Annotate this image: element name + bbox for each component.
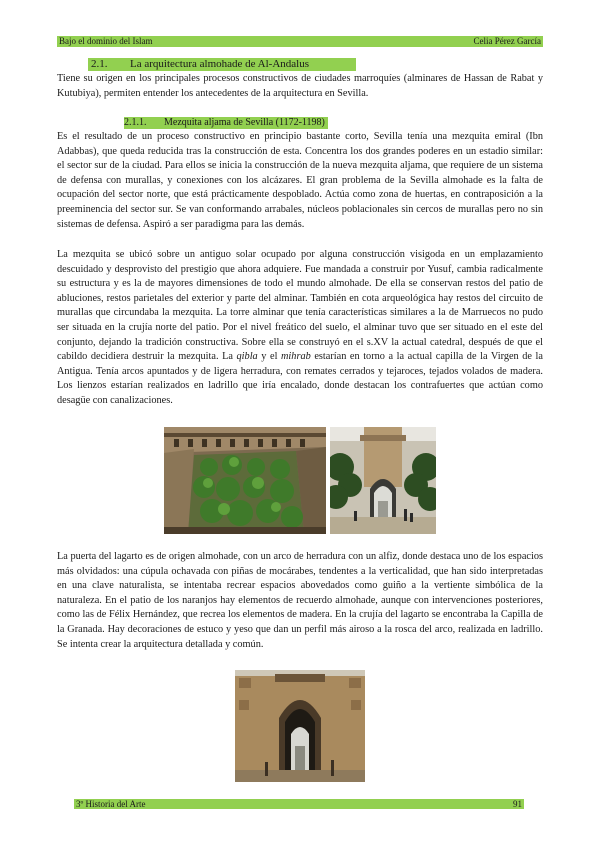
intro-paragraph: Tiene su origen en los principales procesos constructivos de ciudades marroquíes (alminares de Hassan de Rabat y Kutubiya), permiten entender los antecedentes de la arquitectura en Sevilla. <box>57 73 543 99</box>
header-left: Bajo el dominio del Islam <box>59 36 153 46</box>
subsection-heading <box>124 117 328 129</box>
paragraph-2-part-b: y el <box>257 351 281 363</box>
qibla-term: qibla <box>236 351 258 363</box>
footer-left: 3º Historia del Arte <box>76 799 146 809</box>
puerta-del-perdon-photo <box>330 427 436 534</box>
patio-de-los-naranjos-photo <box>164 427 326 534</box>
section-heading <box>88 58 356 71</box>
paragraph-2-part-a: La mezquita se ubicó sobre un antiguo solar ocupado por alguna construcción visigoda en un emplazamiento descuidado y desprovisto del prestigio que ahora adquiere. Fue mandada a construir por Yusuf, cambia radicalmente su estructura y es la de mayores dimensiones de todo el mundo almohade. De ella se conservan restos del patio de abluciones, restos parietales del exterior y parte del alminar. También en cota arqueológica hay restos del circuito de murallas que circundaba la mezquita. La torre alminar que tenía características similares a la de Marruecos no pudo ser situada en la crujía norte del patio. Por el nivel freático del suelo, el alminar tuvo que ser situado en el este del conjunto, dejando la tradición constructiva. Sobre ella se construyó en el s.XV la actual catedral, después de que el cabildo decidiera destruir la mezquita. La <box>57 249 543 363</box>
puerta-del-lagarto-photo <box>235 670 365 782</box>
paragraph-1: Es el resultado de un proceso constructivo en principio bastante corto, Sevilla tenía una mezquita emiral (Ibn Adabbas), que queda reducida tras la construcción de esta. Concentra los dos grandes poderes en un estadio similar: el sector sur de la ciudad. Para ellos se inicia la construcción de la nueva mezquita aljama, que requiere de un sistema de defensa con murallas, y conexiones con los alcázares. El gran problema de la Sevilla almohade es la falta de ocupación del sector norte, que está prácticamente despoblado. Actúa como zona de huertas, en contraposición a la preeminencia del sector sur. Se van conformando arrabales, núcleos poblacionales sin cercos de murallas pero no sin sistemas de defensa. Aspiró a ser paradigma para las demás. <box>57 131 543 230</box>
page-footer <box>74 799 524 809</box>
section-number: 2.1. <box>91 58 108 70</box>
section-title: La arquitectura almohade de Al-Andalus <box>130 58 309 70</box>
subsection-title: Mezquita aljama de Sevilla (1172-1198) <box>164 117 325 128</box>
page-number: 91 <box>513 799 522 809</box>
paragraph-3: La puerta del lagarto es de origen almohade, con un arco de herradura con un alfiz, donde destaca uno de los espacios más olvidados: una cúpula ochavada con piñas de mocárabes, tendentes a la verticalidad, que han sido interpretadas en una clave naturalista, se intentaba recrear espacios abovedados como guiño a la vertiente simbólica de la naturaleza. En el patio de los naranjos hay elementos de recuerdo almohade, aunque con intervenciones posteriores, como las de Félix Hernández, que recrea los elementos de madera. En la crujía del lagarto se encontraba la Capilla de la Granada. Hay decoraciones de estuco y yeso que dan un perfil más airoso a la rosca del arco, realizada en ladrillo. Se intenta crear la arquitectura detallada y común. <box>57 551 543 650</box>
mihrab-term: mihrab <box>281 351 311 363</box>
paragraph-2-part-c: estarían en torno a la actual capilla de la Virgen de la Antigua. Tenía arcos apuntados y de ligera herradura, con remates cerrados y tejaroces, tejados volados de madera. Los lienzos estarían realizados en ladrillo que iría encalado, donde destacan los contrafuertes que actúan como desagüe con canalizaciones. <box>57 351 543 406</box>
page-header <box>57 36 543 47</box>
paragraph-2 <box>57 248 543 409</box>
subsection-number: 2.1.1. <box>124 117 147 128</box>
header-right: Celia Pérez García <box>473 36 541 46</box>
